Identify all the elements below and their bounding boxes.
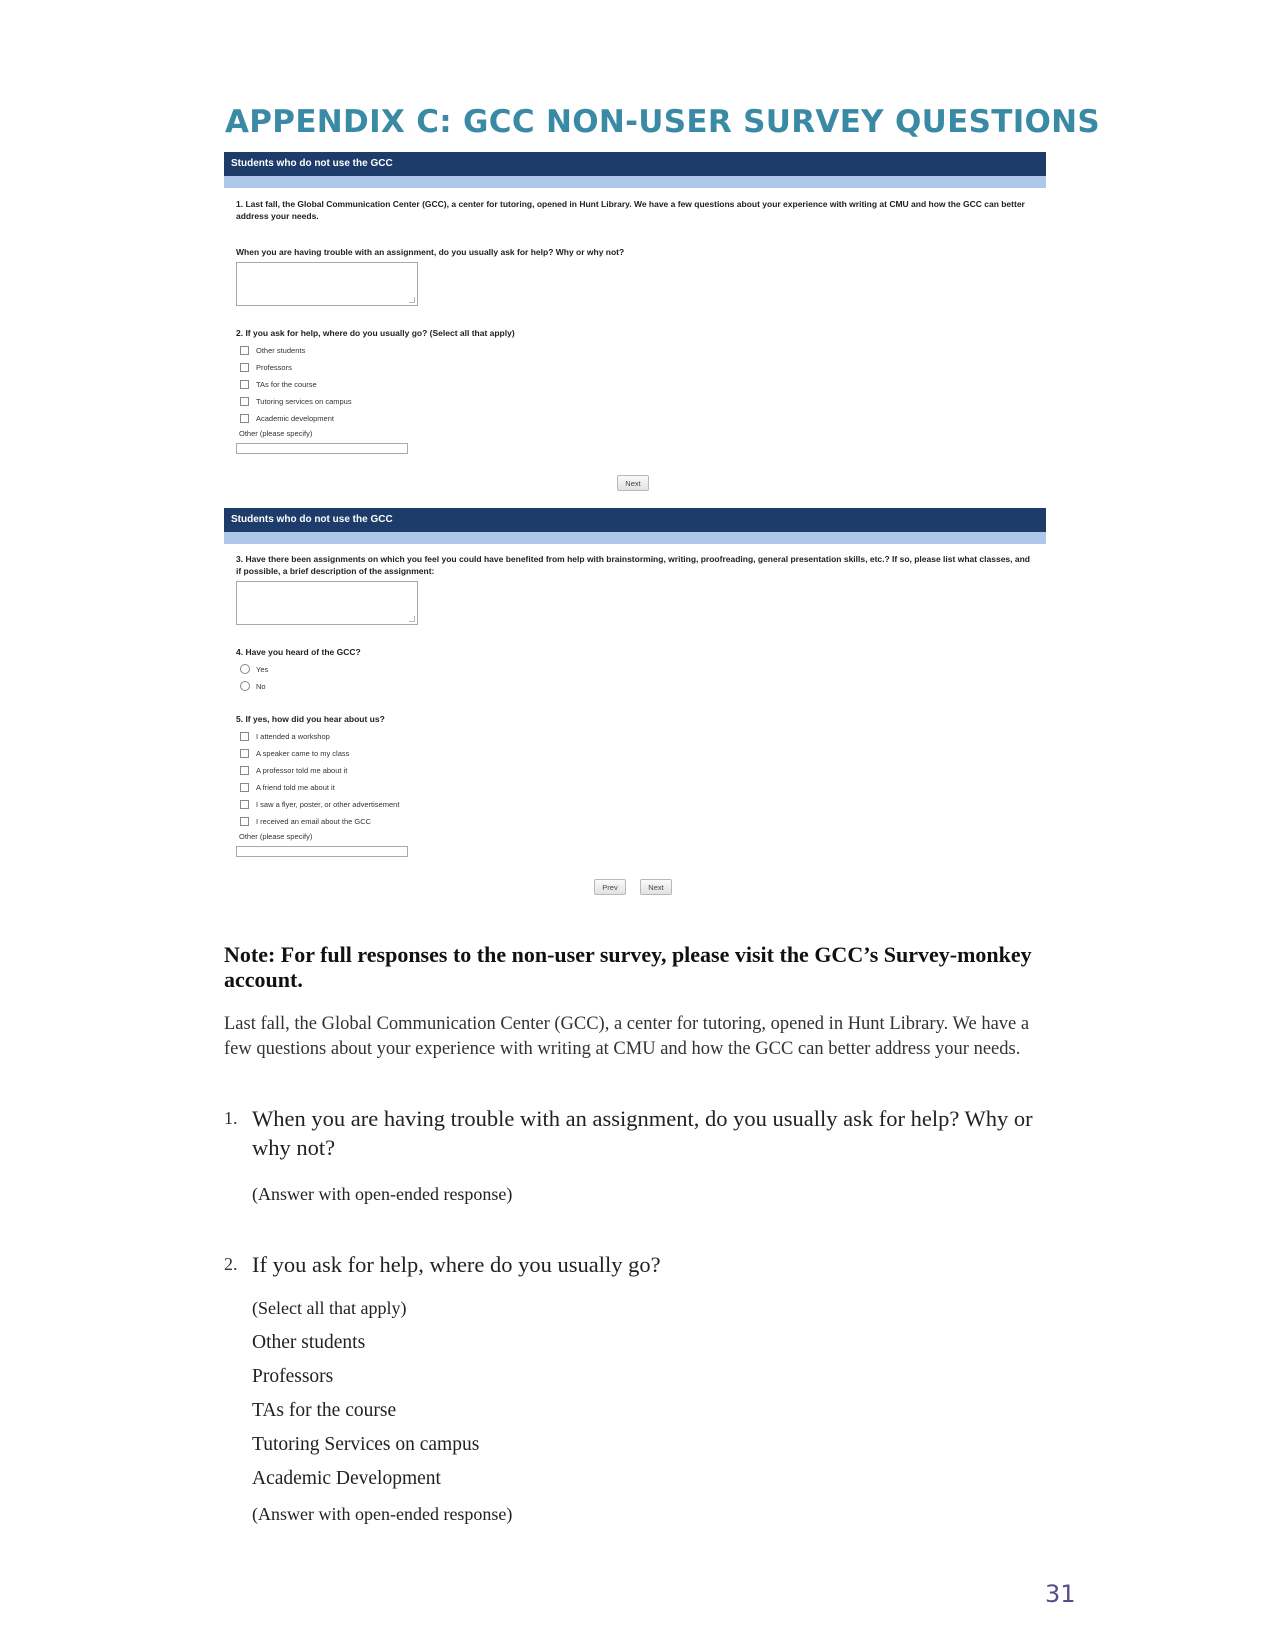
list-item: TAs for the course [252, 1400, 397, 1421]
survey-page-1 [224, 152, 1046, 492]
intro-paragraph: Last fall, the Global Communication Center (GCC), a center for tutoring, opened in Hunt Library. We have a few questions about your experience with writing at CMU and how the GCC can better address your needs. [224, 1014, 1030, 1059]
select-note: (Select all that apply) [252, 1298, 407, 1318]
q5-option[interactable]: A speaker came to my class [240, 747, 349, 759]
survey-header: Students who do not use the GCC [224, 508, 1046, 532]
checkbox[interactable] [240, 397, 249, 406]
q2-question: 2. If you ask for help, where do you usually go? (Select all that apply) [236, 328, 515, 338]
checkbox[interactable] [240, 380, 249, 389]
checkbox[interactable] [240, 800, 249, 809]
radio-button[interactable] [240, 664, 250, 674]
q5-option[interactable]: A friend told me about it [240, 781, 335, 793]
checkbox[interactable] [240, 732, 249, 741]
q3-question: 3. Have there been assignments on which you feel you could have benefited from help with brainstorming, writing, proofreading, general presentation skills, etc.? If so, please list what classes, and if possible, a brief description of the assignment: [236, 554, 1030, 576]
checkbox[interactable] [240, 346, 249, 355]
q5-option[interactable]: I saw a flyer, poster, or other advertisement [240, 798, 399, 810]
q3-answer-textarea[interactable] [236, 581, 418, 625]
q2-option[interactable]: Academic development [240, 412, 334, 424]
item-question: If you ask for help, where do you usually go? [252, 1252, 661, 1277]
item-question: When you are having trouble with an assignment, do you usually ask for help? Why or why not? [252, 1106, 1033, 1160]
q1-question: When you are having trouble with an assignment, do you usually ask for help? Why or why not? [236, 247, 625, 257]
q5-option[interactable]: I attended a workshop [240, 730, 330, 742]
other-input[interactable] [236, 846, 408, 857]
list-item: Academic Development [252, 1468, 441, 1489]
checkbox[interactable] [240, 783, 249, 792]
q2-option[interactable]: Professors [240, 361, 292, 373]
q5-option[interactable]: I received an email about the GCC [240, 815, 371, 827]
answer-note: (Answer with open-ended response) [252, 1504, 513, 1524]
note: Note: For full responses to the non-user survey, please visit the GCC’s Survey-monkey account. [224, 942, 1032, 992]
q4-question: 4. Have you heard of the GCC? [236, 647, 361, 657]
q2-option[interactable]: TAs for the course [240, 378, 317, 390]
answer-note: (Answer with open-ended response) [252, 1184, 513, 1204]
other-label: Other (please specify) [239, 429, 313, 438]
checkbox[interactable] [240, 749, 249, 758]
checkbox[interactable] [240, 817, 249, 826]
prev-button[interactable]: Prev [594, 879, 626, 895]
survey-header: Students who do not use the GCC [224, 152, 1046, 176]
q5-question: 5. If yes, how did you hear about us? [236, 714, 385, 724]
survey-header-band [224, 532, 1046, 544]
list-item: Tutoring Services on campus [252, 1434, 480, 1455]
next-button[interactable]: Next [617, 475, 649, 491]
q4-option-yes[interactable]: Yes [240, 663, 268, 675]
radio-button[interactable] [240, 681, 250, 691]
page-title: APPENDIX C: GCC NON-USER SURVEY QUESTIONS [225, 104, 1101, 140]
survey-page-2 [224, 508, 1046, 904]
item-number: 2. [224, 1254, 238, 1274]
q5-option[interactable]: A professor told me about it [240, 764, 347, 776]
item-number: 1. [224, 1108, 238, 1128]
q4-option-no[interactable]: No [240, 680, 266, 692]
checkbox[interactable] [240, 363, 249, 372]
checkbox[interactable] [240, 766, 249, 775]
other-input[interactable] [236, 443, 408, 454]
next-button[interactable]: Next [640, 879, 672, 895]
other-label: Other (please specify) [239, 832, 313, 841]
q1-intro: 1. Last fall, the Global Communication Center (GCC), a center for tutoring, opened in Hunt Library. We have a few questions about your experience with writing at CMU and how the GCC can better address your needs. [236, 199, 1025, 221]
list-item: Other students [252, 1332, 366, 1353]
list-item: Professors [252, 1366, 334, 1387]
q1-answer-textarea[interactable] [236, 262, 418, 306]
page-number: 31 [1045, 1580, 1076, 1608]
q2-option[interactable]: Tutoring services on campus [240, 395, 352, 407]
checkbox[interactable] [240, 414, 249, 423]
survey-header-band [224, 176, 1046, 188]
q2-option[interactable]: Other students [240, 344, 305, 356]
